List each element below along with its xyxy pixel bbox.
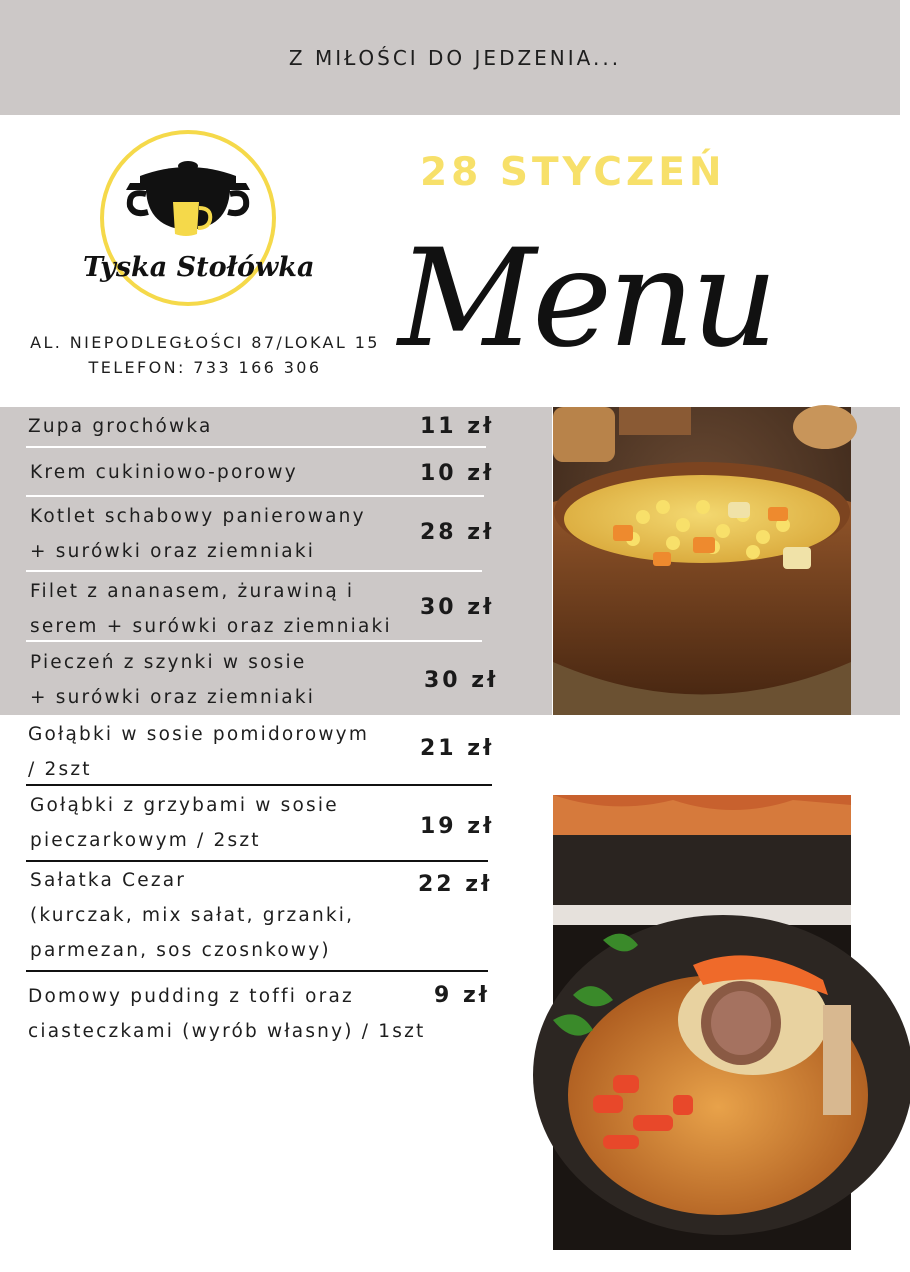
menu-date: 28 STYCZEŃ — [420, 150, 726, 195]
menu-item-price: 21 zł — [420, 736, 495, 761]
contact-info — [0, 330, 410, 380]
menu-item-price: 30 zł — [420, 595, 495, 620]
menu-item-price: 30 zł — [424, 668, 499, 693]
divider — [26, 495, 484, 497]
logo-text: Tyska Stołówka — [83, 252, 315, 283]
menu-item-price: 19 zł — [420, 814, 495, 839]
divider — [26, 784, 492, 786]
menu-item-name: Sałatka Cezar (kurczak, mix sałat, grzanki, parmezan, sos czosnkowy) — [30, 870, 355, 961]
menu-item-name: Zupa grochówka — [28, 416, 213, 437]
phone-text: TELEFON: 733 166 306 — [88, 358, 322, 377]
menu-item-price: 22 zł — [418, 872, 493, 897]
menu-item-price: 11 zł — [420, 414, 495, 439]
menu-item-name: Gołąbki z grzybami w sosie pieczarkowym / 2szt — [30, 795, 339, 851]
menu-item-name: Domowy pudding z toffi oraz ciasteczkami (wyrób własny) / 1szt — [28, 986, 426, 1042]
divider — [26, 570, 482, 572]
menu-item-price: 9 zł — [434, 983, 490, 1008]
divider — [26, 446, 486, 448]
divider — [26, 640, 482, 642]
menu-item-name: Krem cukiniowo-porowy — [30, 462, 298, 483]
menu-item-name: Gołąbki w sosie pomidorowym / 2szt — [28, 724, 370, 780]
menu-item-price: 10 zł — [420, 461, 495, 486]
menu-title-text: Menu — [398, 220, 775, 377]
menu-item-name: Filet z ananasem, żurawiną i serem + surówki oraz ziemniaki — [30, 581, 392, 637]
address-text: AL. NIEPODLEGŁOŚCI 87/LOKAL 15 — [30, 333, 380, 352]
tagline: Z MIŁOŚCI DO JEDZENIA... — [288, 46, 622, 70]
pea-soup-bowl-photo — [553, 407, 851, 715]
menu-title — [398, 205, 775, 380]
menu-item-price: 28 zł — [420, 520, 495, 545]
menu-band-right — [851, 407, 900, 715]
divider — [26, 970, 488, 972]
cabbage-rolls-photo — [553, 795, 851, 1250]
restaurant-logo — [83, 128, 320, 313]
menu-item-name: Pieczeń z szynki w sosie + surówki oraz ziemniaki — [30, 652, 316, 708]
menu-item-name: Kotlet schabowy panierowany + surówki oraz ziemniaki — [30, 506, 366, 562]
divider — [26, 860, 488, 862]
